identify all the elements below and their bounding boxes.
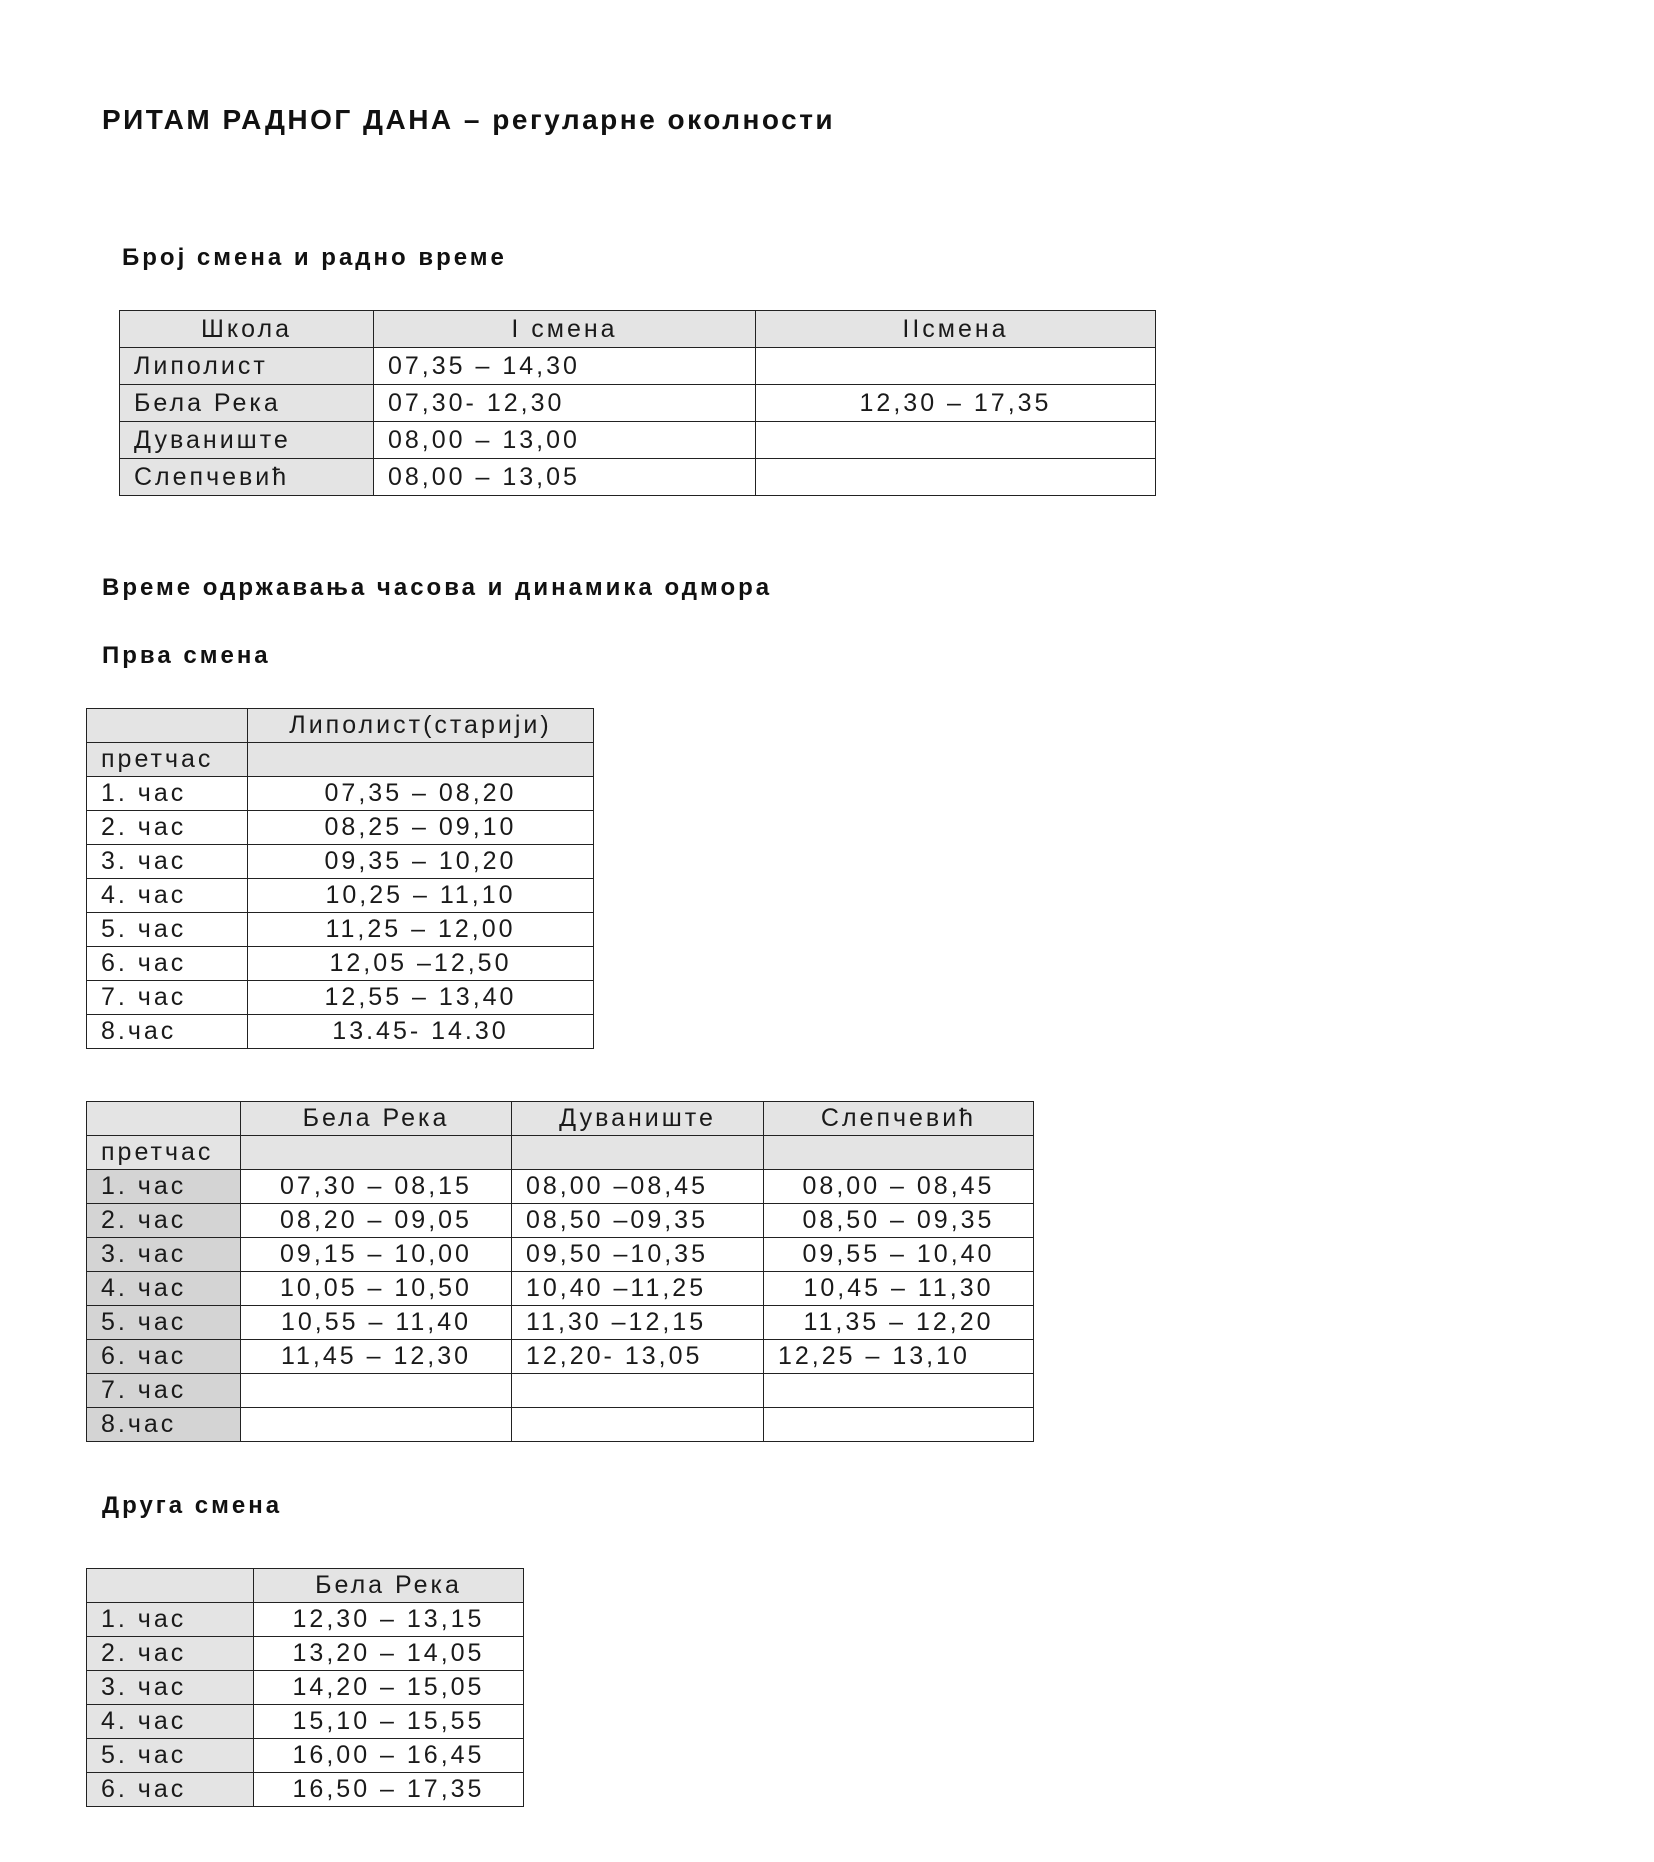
shifts-table (119, 310, 1156, 496)
period-label-cell: 1. час (87, 1603, 254, 1637)
table-row (87, 1705, 524, 1739)
first-shift-heading: Прва смена (102, 642, 271, 669)
table-row (87, 1603, 524, 1637)
time-cell: 08,20 – 09,05 (241, 1204, 512, 1238)
time-cell: 16,50 – 17,35 (254, 1773, 524, 1807)
period-label-cell: 6. час (87, 1773, 254, 1807)
time-cell: 12,05 –12,50 (248, 947, 594, 981)
time-cell: 10,55 – 11,40 (241, 1306, 512, 1340)
table-row (87, 1238, 1034, 1272)
period-label-cell: 5. час (87, 1739, 254, 1773)
period-label-cell: 4. час (87, 1272, 241, 1306)
period-label-cell: 8.час (87, 1408, 241, 1442)
period-label-cell: претчас (87, 743, 248, 777)
time-cell: 09,15 – 10,00 (241, 1238, 512, 1272)
page-title: РИТАМ РАДНОГ ДАНА – регуларне околности (102, 104, 836, 135)
header-cell: Бела Река (241, 1102, 512, 1136)
table-row (87, 1408, 1034, 1442)
table-row (120, 348, 1156, 385)
table-row (87, 1136, 1034, 1170)
time-cell (512, 1408, 764, 1442)
time-cell (512, 1136, 764, 1170)
school-name-cell: Липолист (120, 348, 374, 385)
time-cell: 07,30 – 08,15 (241, 1170, 512, 1204)
header-cell (87, 709, 248, 743)
table-row (120, 385, 1156, 422)
shift-one-time-cell: 08,00 – 13,05 (374, 459, 756, 496)
time-cell: 12,25 – 13,10 (764, 1340, 1034, 1374)
table-row (87, 1170, 1034, 1204)
time-cell: 10,25 – 11,10 (248, 879, 594, 913)
period-label-cell: 4. час (87, 879, 248, 913)
time-cell: 11,25 – 12,00 (248, 913, 594, 947)
time-cell: 08,00 –08,45 (512, 1170, 764, 1204)
lipolist-schedule-table (86, 708, 594, 1049)
time-cell: 08,50 –09,35 (512, 1204, 764, 1238)
time-cell: 08,50 – 09,35 (764, 1204, 1034, 1238)
table-row (87, 1773, 524, 1807)
time-cell: 11,35 – 12,20 (764, 1306, 1034, 1340)
school-name-cell: Слепчевић (120, 459, 374, 496)
header-cell: Дуваниште (512, 1102, 764, 1136)
table-row (87, 879, 594, 913)
time-cell: 12,55 – 13,40 (248, 981, 594, 1015)
time-cell: 09,35 – 10,20 (248, 845, 594, 879)
period-label-cell: 3. час (87, 1671, 254, 1705)
table-row (87, 913, 594, 947)
period-label-cell: 5. час (87, 913, 248, 947)
time-cell: 12,20- 13,05 (512, 1340, 764, 1374)
second-shift-heading: Друга смена (102, 1492, 283, 1519)
school-name-cell: Дуваниште (120, 422, 374, 459)
time-cell (512, 1374, 764, 1408)
period-label-cell: 6. час (87, 1340, 241, 1374)
header-cell (87, 1569, 254, 1603)
period-label-cell: 1. час (87, 777, 248, 811)
period-label-cell: 2. час (87, 811, 248, 845)
time-cell: 16,00 – 16,45 (254, 1739, 524, 1773)
first-shift-schools-table (86, 1101, 1034, 1442)
time-cell (764, 1374, 1034, 1408)
time-cell (248, 743, 594, 777)
period-label-cell: 4. час (87, 1705, 254, 1739)
header-cell: Школа (120, 311, 374, 348)
table-row (120, 459, 1156, 496)
shift-one-time-cell: 08,00 – 13,00 (374, 422, 756, 459)
table-row (87, 1637, 524, 1671)
table-row (87, 1306, 1034, 1340)
table-row (87, 811, 594, 845)
table-row (87, 1340, 1034, 1374)
time-cell: 10,45 – 11,30 (764, 1272, 1034, 1306)
table-row (87, 845, 594, 879)
table-row (87, 777, 594, 811)
period-label-cell: 5. час (87, 1306, 241, 1340)
table-row (87, 947, 594, 981)
table-row (120, 422, 1156, 459)
table-header-row (87, 1102, 1034, 1136)
header-cell: Слепчевић (764, 1102, 1034, 1136)
time-cell: 14,20 – 15,05 (254, 1671, 524, 1705)
table-row (87, 1374, 1034, 1408)
time-cell: 10,40 –11,25 (512, 1272, 764, 1306)
header-cell (87, 1102, 241, 1136)
school-name-cell: Бела Река (120, 385, 374, 422)
time-cell: 09,55 – 10,40 (764, 1238, 1034, 1272)
table-row (87, 1204, 1034, 1238)
period-label-cell: 8.час (87, 1015, 248, 1049)
shift-two-time-cell (756, 348, 1156, 385)
shift-one-time-cell: 07,30- 12,30 (374, 385, 756, 422)
shifts-heading: Број смена и радно време (122, 244, 507, 271)
period-label-cell: 1. час (87, 1170, 241, 1204)
time-cell: 11,30 –12,15 (512, 1306, 764, 1340)
shift-one-time-cell: 07,35 – 14,30 (374, 348, 756, 385)
table-row (87, 1739, 524, 1773)
time-cell (241, 1374, 512, 1408)
shift-two-time-cell (756, 422, 1156, 459)
time-cell: 07,35 – 08,20 (248, 777, 594, 811)
time-cell (764, 1136, 1034, 1170)
time-cell (241, 1136, 512, 1170)
table-row (87, 1015, 594, 1049)
time-cell: 08,25 – 09,10 (248, 811, 594, 845)
time-cell: 13,20 – 14,05 (254, 1637, 524, 1671)
period-label-cell: 6. час (87, 947, 248, 981)
time-cell: 11,45 – 12,30 (241, 1340, 512, 1374)
time-cell: 15,10 – 15,55 (254, 1705, 524, 1739)
header-cell: IIсмена (756, 311, 1156, 348)
shift-two-time-cell: 12,30 – 17,35 (756, 385, 1156, 422)
header-cell: Бела Река (254, 1569, 524, 1603)
period-label-cell: 2. час (87, 1637, 254, 1671)
schedule-heading: Време одржавања часова и динамика одмора (102, 574, 773, 601)
table-header-row (87, 1569, 524, 1603)
table-row (87, 743, 594, 777)
second-shift-table (86, 1568, 524, 1807)
table-row (87, 981, 594, 1015)
header-cell: I смена (374, 311, 756, 348)
period-label-cell: 7. час (87, 1374, 241, 1408)
shift-two-time-cell (756, 459, 1156, 496)
period-label-cell: 3. час (87, 845, 248, 879)
period-label-cell: 7. час (87, 981, 248, 1015)
header-cell: Липолист(старији) (248, 709, 594, 743)
table-row (87, 1272, 1034, 1306)
table-header-row (87, 709, 594, 743)
time-cell (241, 1408, 512, 1442)
time-cell: 09,50 –10,35 (512, 1238, 764, 1272)
period-label-cell: претчас (87, 1136, 241, 1170)
time-cell: 12,30 – 13,15 (254, 1603, 524, 1637)
time-cell: 08,00 – 08,45 (764, 1170, 1034, 1204)
time-cell (764, 1408, 1034, 1442)
table-header-row (120, 311, 1156, 348)
time-cell: 10,05 – 10,50 (241, 1272, 512, 1306)
time-cell: 13.45- 14.30 (248, 1015, 594, 1049)
table-row (87, 1671, 524, 1705)
period-label-cell: 2. час (87, 1204, 241, 1238)
period-label-cell: 3. час (87, 1238, 241, 1272)
